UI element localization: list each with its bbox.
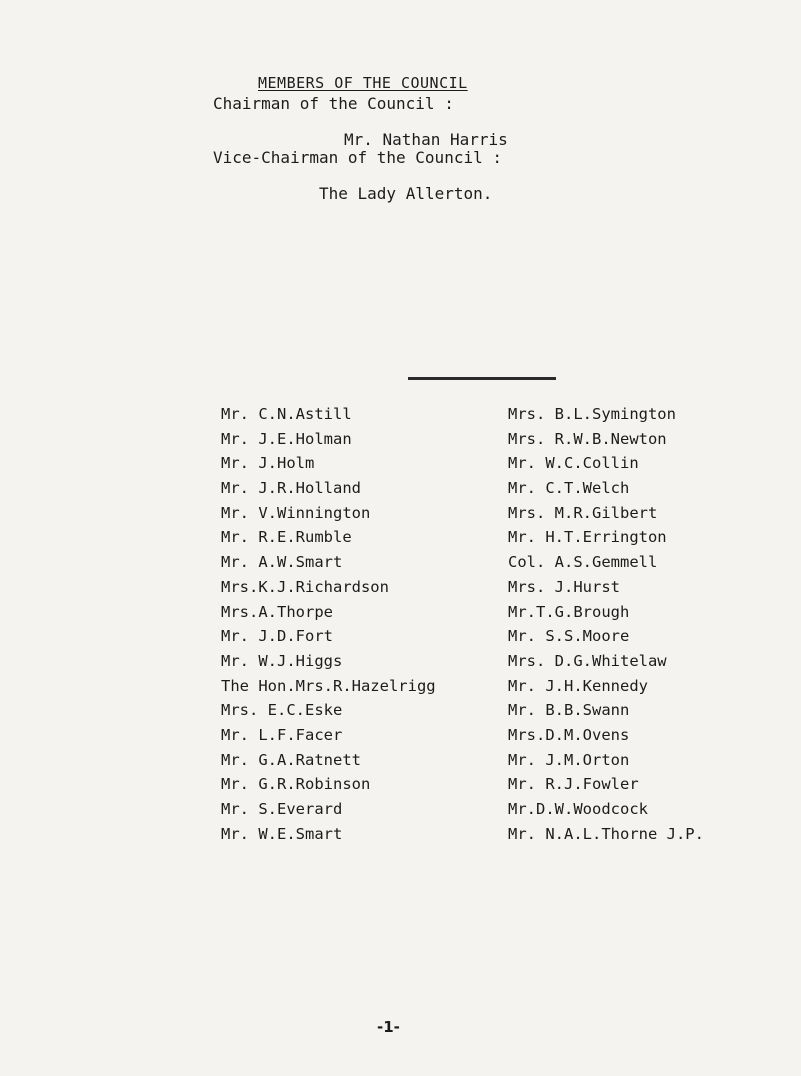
member-entry: Mrs.D.M.Ovens	[508, 725, 630, 744]
member-entry: Mr. C.T.Welch	[508, 479, 630, 498]
member-entry: Mr. J.E.Holman	[221, 429, 352, 448]
members-list-right	[508, 402, 704, 846]
member-entry: Mr. C.N.Astill	[221, 405, 352, 423]
member-entry: Mr. G.A.Ratnett	[221, 750, 361, 769]
member-entry: The Hon.Mrs.R.Hazelrigg	[221, 676, 436, 695]
member-entry: Mr. R.J.Fowler	[508, 775, 639, 794]
member-entry: Mr. L.F.Facer	[221, 725, 343, 744]
page-heading: MEMBERS OF THE COUNCIL	[258, 74, 468, 92]
member-entry: Mrs. E.C.Eske	[221, 701, 343, 720]
member-entry: Mr. R.E.Rumble	[221, 528, 352, 547]
member-entry: Col. A.S.Gemmell	[508, 553, 658, 572]
members-list-left	[221, 402, 436, 846]
member-entry: Mrs. M.R.Gilbert	[508, 503, 658, 522]
member-entry: Mr. V.Winnington	[221, 503, 371, 522]
vice-chairman-name: The Lady Allerton.	[319, 184, 493, 203]
member-entry: Mr. J.D.Fort	[221, 627, 333, 646]
page-number: -1-	[377, 1018, 400, 1036]
vice-chairman-label: Vice-Chairman of the Council :	[213, 148, 502, 167]
member-entry: Mr. B.B.Swann	[508, 701, 630, 720]
member-entry: Mr. N.A.L.Thorne J.P.	[508, 824, 704, 843]
member-entry: Mrs.K.J.Richardson	[221, 577, 389, 596]
member-entry: Mr. S.Everard	[221, 800, 343, 818]
member-entry: Mr. W.J.Higgs	[221, 651, 343, 670]
member-entry: Mr. W.E.Smart	[221, 824, 343, 843]
member-entry: Mrs. R.W.B.Newton	[508, 429, 667, 448]
chairman-name: Mr. Nathan Harris	[344, 130, 508, 149]
member-entry: Mr.D.W.Woodcock	[508, 800, 648, 818]
member-entry: Mr. G.R.Robinson	[221, 775, 371, 794]
member-entry: Mrs. J.Hurst	[508, 577, 620, 596]
member-entry: Mr. H.T.Errington	[508, 528, 667, 547]
section-divider	[408, 377, 556, 380]
member-entry: Mrs. B.L.Symington	[508, 405, 676, 423]
member-entry: Mr. J.M.Orton	[508, 750, 630, 769]
member-entry: Mr. J.R.Holland	[221, 479, 361, 498]
member-entry: Mr. J.H.Kennedy	[508, 676, 648, 695]
chairman-label: Chairman of the Council :	[213, 94, 454, 113]
member-entry: Mr. A.W.Smart	[221, 553, 343, 572]
member-entry: Mrs. D.G.Whitelaw	[508, 651, 667, 670]
member-entry: Mrs.A.Thorpe	[221, 602, 333, 621]
member-entry: Mr. J.Holm	[221, 454, 315, 473]
member-entry: Mr. S.S.Moore	[508, 627, 630, 646]
member-entry: Mr. W.C.Collin	[508, 454, 639, 473]
member-entry: Mr.T.G.Brough	[508, 602, 630, 621]
